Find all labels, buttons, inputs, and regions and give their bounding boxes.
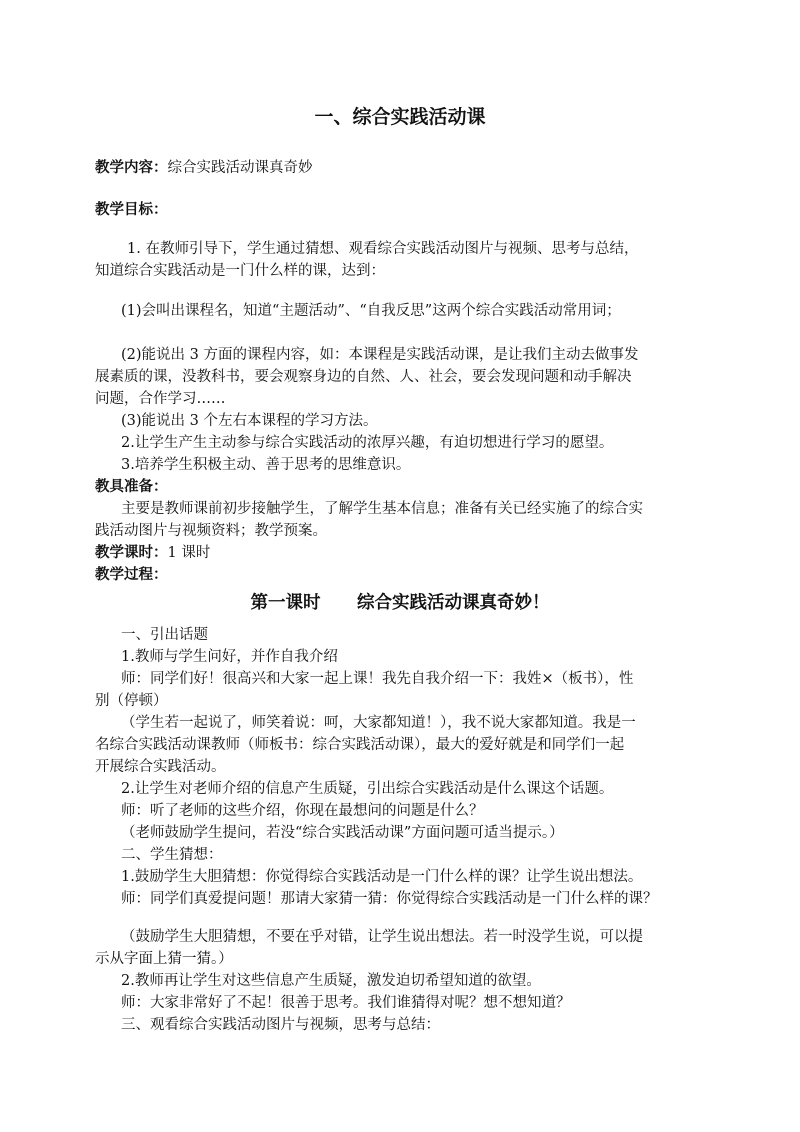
section-1-heading: 一、引出话题 <box>121 627 208 643</box>
teacher-line-4: 师：大家非常好了不起！很善于思考。我们谁猜得对呢？想不想知道？ <box>121 995 571 1011</box>
sub-objective-2-line-1: (2)能说出 3 方面的课程内容，如：本课程是实践活动课，是让我们主动去做事发 <box>121 347 639 363</box>
hours-label: 教学课时： <box>95 544 168 561</box>
hours-line <box>95 542 210 564</box>
objective-2: 2.让学生产生主动参与综合实践活动的浓厚兴趣，有迫切想进行学习的愿望。 <box>121 435 614 451</box>
section-1-step-2: 2.让学生对老师介绍的信息产生质疑，引出综合实践活动是什么课这个话题。 <box>121 781 614 797</box>
sub-objective-3: (3)能说出 3 个左右本课程的学习方法。 <box>121 413 378 429</box>
lesson-title: 第一课时 综合实践活动课真奇妙！ <box>250 593 550 613</box>
preparation-label: 教具准备： <box>95 478 168 495</box>
note-2: （老师鼓励学生提问，若没“综合实践活动课”方面问题可适当提示。） <box>121 825 564 841</box>
teacher-line-2: 师：听了老师的这些介绍，你现在最想问的问题是什么？ <box>121 803 484 819</box>
note-3-line-2: 示从字面上猜一猜。） <box>95 951 233 967</box>
content-label: 教学内容： <box>95 159 168 176</box>
objective-1-line-1: 1. 在教师引导下，学生通过猜想、观看综合实践活动图片与视频、思考与总结， <box>127 241 639 257</box>
objectives-label: 教学目标： <box>95 201 168 218</box>
hours-value: 1 课时 <box>167 545 211 561</box>
sub-objective-2-line-3: 问题，合作学习…… <box>95 391 226 407</box>
preparation-line-2: 践活动图片与视频资料；教学预案。 <box>95 523 327 539</box>
note-1-line-1: （学生若一起说了，师笑着说：呵，大家都知道！），我不说大家都知道。我是一 <box>121 715 636 731</box>
objective-3: 3.培养学生积极主动、善于思考的思维意识。 <box>121 457 411 473</box>
content-line <box>95 157 313 179</box>
section-2-heading: 二、学生猜想： <box>121 847 223 863</box>
section-1-step-1: 1.教师与学生问好，并作自我介绍 <box>121 649 338 665</box>
sub-objective-2-line-2: 展素质的课，没教科书，要会观察身边的自然、人、社会，要会发现问题和动手解决 <box>95 369 632 385</box>
teacher-line-3: 师：同学们真爱提问题！那请大家猜一猜：你觉得综合实践活动是一门什么样的课？ <box>121 891 658 907</box>
section-3-heading: 三、观看综合实践活动图片与视频，思考与总结： <box>121 1017 440 1033</box>
objective-1-line-2: 知道综合实践活动是一门什么样的课，达到： <box>95 263 385 279</box>
teacher-line-1b: 别（停顿） <box>95 693 168 709</box>
sub-objective-1: (1)会叫出课程名，知道“主题活动”、“自我反思”这两个综合实践活动常用词； <box>121 303 621 319</box>
preparation-line-1: 主要是教师课前初步接触学生，了解学生基本信息；准备有关已经实施了的综合实 <box>121 501 643 517</box>
note-3-line-1: （鼓励学生大胆猜想，不要在乎对错，让学生说出想法。若一时没学生说，可以提 <box>121 929 643 945</box>
note-1-line-3: 开展综合实践活动。 <box>95 759 226 775</box>
section-2-step-1: 1.鼓励学生大胆猜想：你觉得综合实践活动是一门什么样的课？让学生说出想法。 <box>121 869 643 885</box>
section-2-step-2: 2.教师再让学生对这些信息产生质疑，激发迫切希望知道的欲望。 <box>121 973 541 989</box>
document-title: 一、综合实践活动课 <box>314 106 486 128</box>
process-label: 教学过程： <box>95 566 168 583</box>
content-value: 综合实践活动课真奇妙 <box>167 160 313 176</box>
note-1-line-2: 名综合实践活动课教师（师板书：综合实践活动课），最大的爱好就是和同学们一起 <box>95 737 625 753</box>
teacher-line-1a: 师：同学们好！很高兴和大家一起上课！我先自我介绍一下：我姓×（板书），性 <box>121 671 634 687</box>
